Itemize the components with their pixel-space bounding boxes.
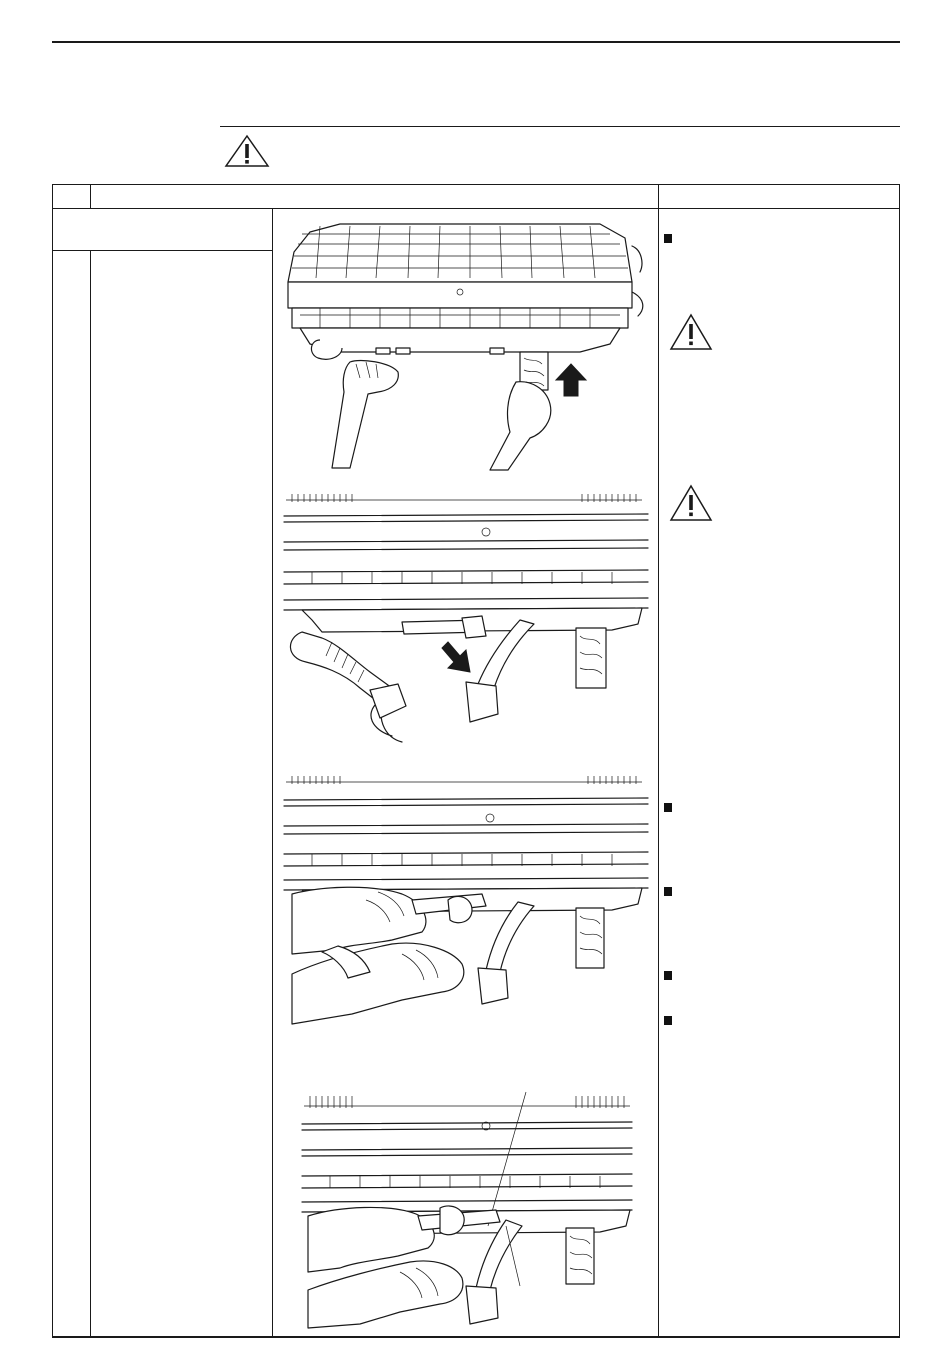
caution-triangle-icon-2: [669, 484, 713, 522]
procedure-figure-divider: [272, 208, 273, 1336]
note-bullet-1: [664, 234, 672, 243]
note-bullet-2: [664, 803, 672, 812]
note-bullet-5: [664, 1016, 672, 1025]
notes-column-divider: [658, 184, 659, 1336]
caution-triangle-icon-1: [669, 313, 713, 351]
note-bullet-4: [664, 971, 672, 980]
loosen-nut-wrench-figure: [282, 774, 654, 1032]
table-left-border: [52, 184, 53, 1336]
step-number-divider-header: [90, 184, 91, 208]
table-top-border: [52, 184, 900, 185]
section-title-divider: [52, 250, 273, 251]
table-header-divider: [52, 208, 900, 209]
top-rule: [52, 41, 900, 43]
lift-unit-figure: [280, 212, 650, 470]
bottom-rule: [52, 1336, 900, 1338]
warning-triangle-icon: [224, 134, 270, 168]
note-bullet-3: [664, 887, 672, 896]
pull-drain-hose-figure: [282, 492, 654, 750]
disconnect-piping-figure: [300, 1090, 636, 1330]
step-number-divider: [90, 250, 91, 1336]
table-right-border: [899, 184, 900, 1336]
caution-rule: [220, 126, 900, 127]
